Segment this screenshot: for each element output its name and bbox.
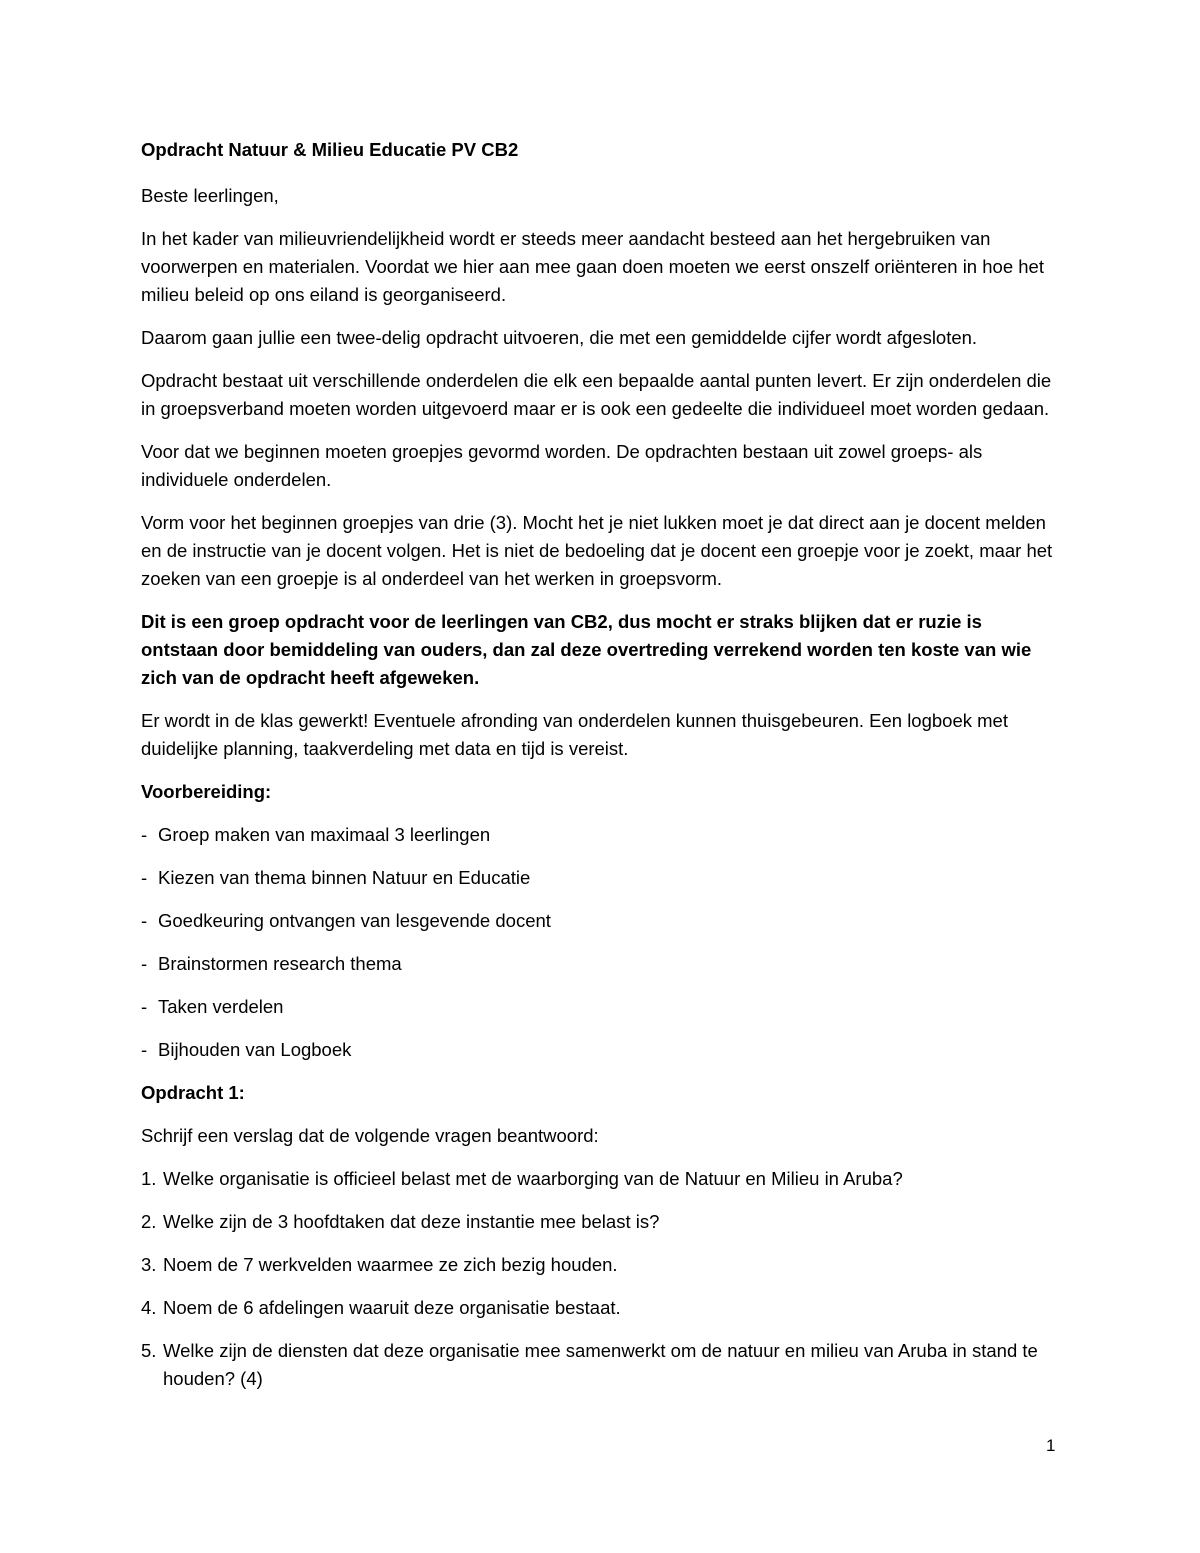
question-number: 5. (141, 1340, 157, 1361)
list-dash: - (141, 910, 148, 931)
list-dash: - (141, 1039, 148, 1060)
list-item-text: Taken verdelen (158, 996, 284, 1017)
greeting: Beste leerlingen, (141, 185, 279, 206)
document-body (141, 136, 1061, 1408)
paragraph-warning: Dit is een groep opdracht voor de leerlingen van CB2, dus mocht er straks blijken dat er ruzie is ontstaan door bemiddeling van ouders, dan zal deze overtreding verrekend worden ten koste van wie zich van de opdracht heeft afgeweken. (141, 611, 1032, 688)
list-item (141, 950, 1061, 978)
question-number: 2. (141, 1211, 157, 1232)
question-text: Noem de 6 afdelingen waaruit deze organisatie bestaat. (163, 1297, 621, 1318)
question-item (141, 1208, 1061, 1236)
list-dash: - (141, 996, 148, 1017)
question-text: Welke zijn de diensten dat deze organisatie mee samenwerkt om de natuur en milieu van Aruba in stand te houden? (4) (163, 1340, 1038, 1389)
question-item (141, 1337, 1061, 1393)
list-item-text: Goedkeuring ontvangen van lesgevende docent (158, 910, 551, 931)
page-number: 1 (1046, 1436, 1056, 1455)
paragraph-components: Opdracht bestaat uit verschillende onderdelen die elk een bepaalde aantal punten levert. Er zijn onderdelen die in groepsverband moeten worden uitgevoerd maar er is ook een gedeelte die individueel moet worden gedaan. (141, 370, 1052, 419)
list-dash: - (141, 867, 148, 888)
list-item (141, 1036, 1061, 1064)
document-title: Opdracht Natuur & Milieu Educatie PV CB2 (141, 139, 519, 160)
question-text: Welke zijn de 3 hoofdtaken dat deze instantie mee belast is? (163, 1211, 660, 1232)
question-number: 4. (141, 1297, 157, 1318)
paragraph-groups: Voor dat we beginnen moeten groepjes gevormd worden. De opdrachten bestaan uit zowel groeps- als individuele onderdelen. (141, 441, 983, 490)
assignment1-intro: Schrijf een verslag dat de volgende vragen beantwoord: (141, 1125, 599, 1146)
question-item (141, 1251, 1061, 1279)
preparation-heading: Voorbereiding: (141, 781, 272, 802)
question-text: Noem de 7 werkvelden waarmee ze zich bezig houden. (163, 1254, 618, 1275)
paragraph-classwork: Er wordt in de klas gewerkt! Eventuele afronding van onderdelen kunnen thuisgebeuren. Een logboek met duidelijke planning, taakverdeling met data en tijd is vereist. (141, 710, 1008, 759)
list-item (141, 821, 1061, 849)
paragraph-two-part: Daarom gaan jullie een twee-delig opdracht uitvoeren, die met een gemiddelde cijfer wordt afgesloten. (141, 327, 978, 348)
list-item (141, 864, 1061, 892)
list-item-text: Kiezen van thema binnen Natuur en Educatie (158, 867, 531, 888)
list-dash: - (141, 953, 148, 974)
question-number: 1. (141, 1168, 157, 1189)
list-item-text: Brainstormen research thema (158, 953, 402, 974)
list-item-text: Groep maken van maximaal 3 leerlingen (158, 824, 491, 845)
question-number: 3. (141, 1254, 157, 1275)
question-text: Welke organisatie is officieel belast met de waarborging van de Natuur en Milieu in Aruba? (163, 1168, 903, 1189)
paragraph-intro: In het kader van milieuvriendelijkheid wordt er steeds meer aandacht besteed aan het hergebruiken van voorwerpen en materialen. Voordat we hier aan mee gaan doen moeten we eerst onszelf oriënteren in hoe het milieu beleid op ons eiland is georganiseerd. (141, 228, 1044, 305)
question-item (141, 1165, 1061, 1193)
list-item-text: Bijhouden van Logboek (158, 1039, 352, 1060)
question-list (141, 1165, 1061, 1393)
list-item (141, 993, 1061, 1021)
list-item (141, 907, 1061, 935)
list-dash: - (141, 824, 148, 845)
paragraph-group-formation: Vorm voor het beginnen groepjes van drie (3). Mocht het je niet lukken moet je dat direct aan je docent melden en de instructie van je docent volgen. Het is niet de bedoeling dat je docent een groepje voor je zoekt, maar het zoeken van een groepje is al onderdeel van het werken in groepsvorm. (141, 512, 1053, 589)
assignment1-heading: Opdracht 1: (141, 1082, 245, 1103)
question-item (141, 1294, 1061, 1322)
preparation-list (141, 821, 1061, 1064)
